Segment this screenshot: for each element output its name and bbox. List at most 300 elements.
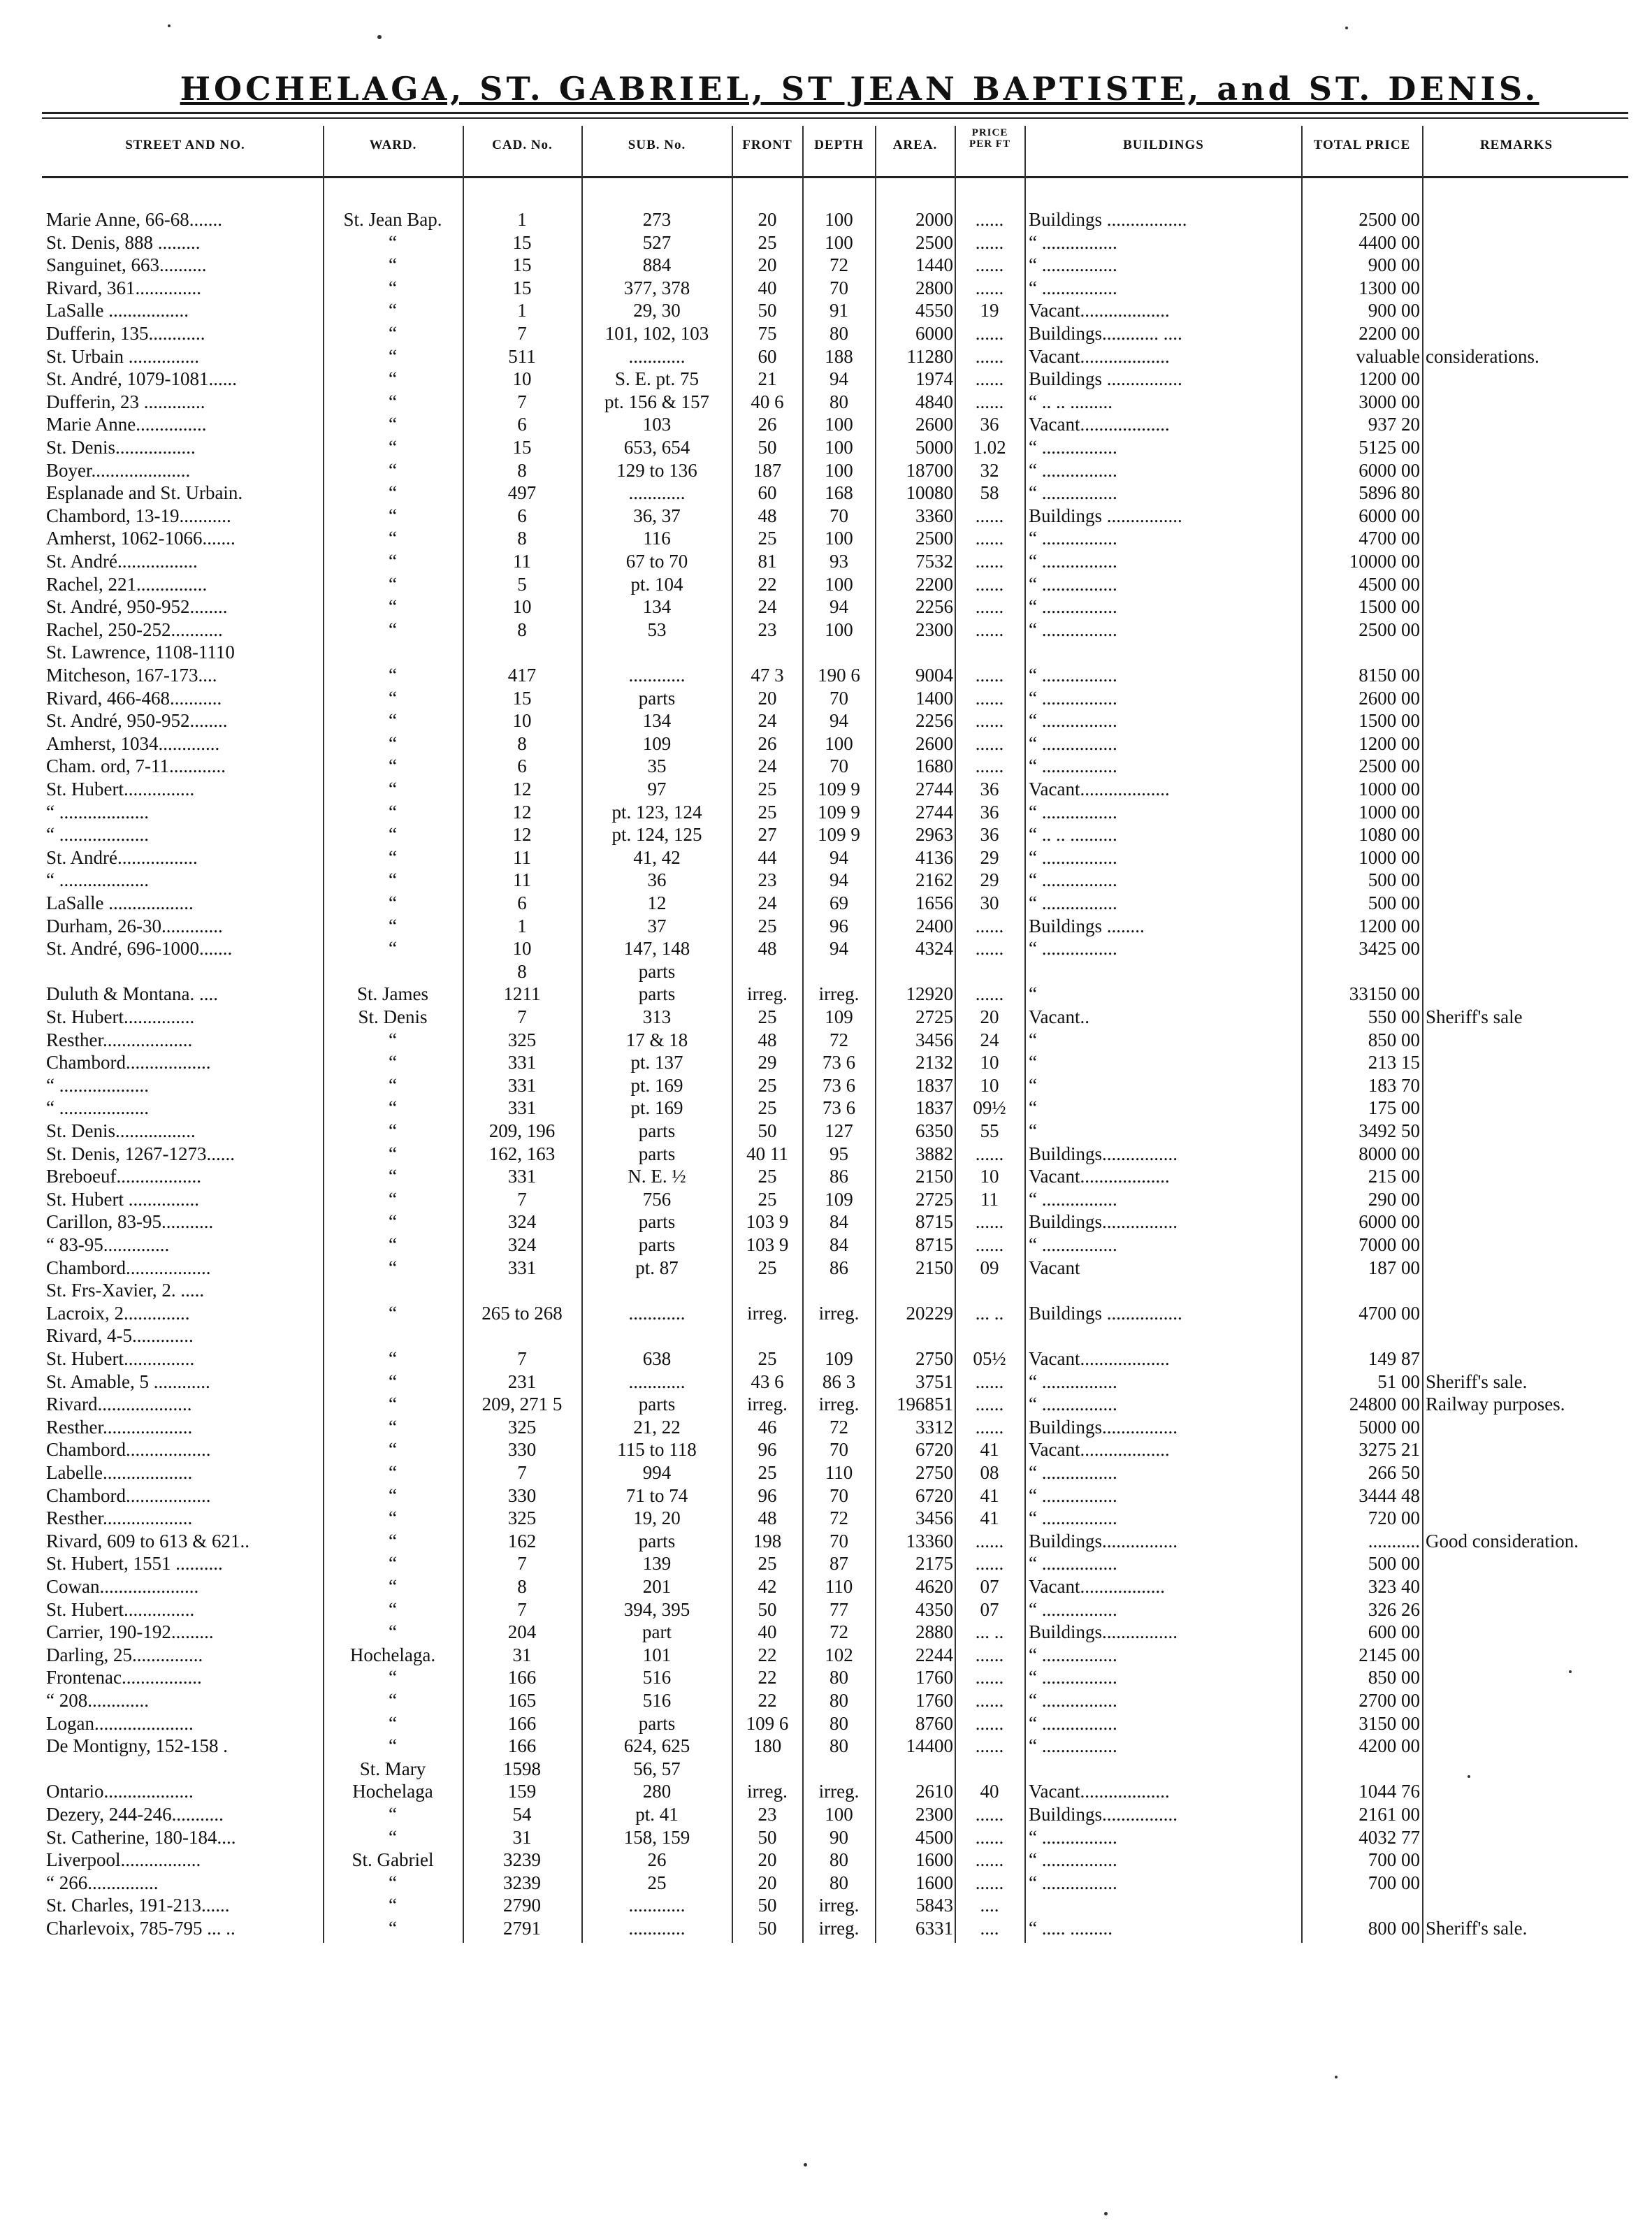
cell-ward: “ (389, 573, 397, 595)
cell-ward: “ (389, 1257, 397, 1278)
cell-depth: 70 (829, 505, 848, 526)
cell-price: ...... (975, 1553, 1004, 1575)
header-buildings: BUILDINGS (1123, 138, 1204, 152)
cell-front: 40 6 (751, 391, 784, 412)
cell-area: 20229 (906, 1302, 953, 1324)
cell-front: 27 (758, 824, 777, 846)
cell-bldg: “ ................ (1029, 1370, 1117, 1392)
cell-front: 25 (758, 1006, 777, 1027)
header-depth: DEPTH (814, 138, 864, 152)
cell-total: 550 00 (1368, 1006, 1420, 1027)
cell-depth: 94 (829, 869, 848, 891)
cell-remarks: Good consideration. (1426, 1530, 1579, 1552)
cell-price: ...... (975, 1530, 1004, 1552)
cell-price: ...... (975, 1849, 1004, 1871)
cell-depth: 80 (829, 1849, 848, 1871)
header-remarks: REMARKS (1479, 138, 1553, 152)
cell-depth: 86 (829, 1166, 848, 1187)
cell-depth: 70 (829, 1530, 848, 1552)
cell-ward: “ (389, 892, 397, 913)
cell-price: ...... (975, 619, 1004, 640)
cell-sub: pt. 124, 125 (611, 824, 702, 846)
cell-total: 6000 00 (1358, 505, 1420, 526)
cell-price: ...... (975, 687, 1004, 709)
cell-total: 51 00 (1377, 1370, 1420, 1392)
cell-cad: 417 (507, 665, 537, 686)
cell-front: 42 (758, 1576, 777, 1597)
cell-price: .... (980, 1918, 999, 1939)
cell-street: St. Frs-Xavier, 2. ..... (46, 1280, 205, 1301)
cell-area: 2600 (915, 414, 953, 435)
cell-sub: 116 (643, 528, 671, 549)
scan-speck (804, 2163, 807, 2167)
cell-street: Chambord, 13-19........... (46, 505, 231, 526)
cell-street: Rivard, 4-5............. (46, 1325, 194, 1347)
cell-depth: 87 (829, 1553, 848, 1575)
cell-depth: 109 9 (818, 779, 860, 800)
cell-sub: 158, 159 (623, 1826, 690, 1848)
cell-front: 81 (758, 551, 777, 572)
cell-total: 3150 00 (1358, 1712, 1420, 1734)
cell-ward: “ (389, 846, 397, 868)
cell-bldg: “ (1029, 1052, 1037, 1073)
cell-depth: 80 (829, 1712, 848, 1734)
cell-bldg: Vacant.. (1029, 1006, 1089, 1027)
cell-bldg: Buildings............ .... (1029, 323, 1182, 344)
cell-cad: 7 (517, 1348, 527, 1369)
cell-price: 30 (980, 892, 999, 913)
cell-street: St. Hubert............... (46, 779, 195, 800)
cell-sub: pt. 137 (630, 1052, 683, 1073)
cell-depth: 91 (829, 300, 848, 321)
cell-depth: 188 (825, 345, 853, 367)
cell-area: 6331 (915, 1918, 953, 1939)
cell-street: St. Lawrence, 1108-1110 (46, 642, 235, 663)
cell-street: Carrier, 190-192......... (46, 1621, 214, 1643)
cell-ward: “ (389, 1188, 397, 1210)
cell-street: Logan..................... (46, 1712, 194, 1734)
cell-area: 2750 (915, 1462, 953, 1483)
cell-sub: 101, 102, 103 (604, 323, 709, 344)
cell-depth: 109 9 (818, 824, 860, 846)
cell-bldg: Buildings................ (1029, 1621, 1178, 1643)
cell-total: 1200 00 (1358, 368, 1420, 390)
cell-front: 60 (758, 482, 777, 504)
cell-total: 4032 77 (1358, 1826, 1420, 1848)
cell-depth: 102 (825, 1644, 853, 1665)
cell-ward: “ (389, 323, 397, 344)
cell-sub: part (642, 1621, 672, 1643)
cell-price: 24 (980, 1029, 999, 1050)
cell-cad: 10 (512, 368, 532, 390)
cell-area: 1760 (915, 1667, 953, 1688)
cell-street: Amherst, 1062-1066....... (46, 528, 236, 549)
cell-total: 1500 00 (1358, 710, 1420, 732)
cell-sub: pt. 123, 124 (611, 801, 702, 823)
cell-cad: 162, 163 (488, 1143, 556, 1164)
cell-area: 1837 (915, 1097, 953, 1119)
cell-depth: 70 (829, 277, 848, 298)
cell-ward: Hochelaga (352, 1781, 433, 1802)
cell-cad: 7 (517, 1006, 527, 1027)
cell-area: 4350 (915, 1598, 953, 1620)
cell-ward: St. Gabriel (352, 1849, 434, 1871)
cell-total: 2200 00 (1358, 323, 1420, 344)
cell-depth: 100 (825, 209, 853, 230)
page-title: HOCHELAGA, ST. GABRIEL, ST JEAN BAPTISTE, and ST. DENIS. (180, 70, 1539, 108)
cell-remarks: Sheriff's sale. (1426, 1918, 1528, 1939)
cell-street: St. André................. (46, 551, 198, 572)
cell-depth: 94 (829, 710, 848, 732)
cell-area: 1600 (915, 1872, 953, 1893)
cell-total: 6000 00 (1358, 1211, 1420, 1233)
cell-area: 1440 (915, 254, 953, 276)
cell-price: ...... (975, 915, 1004, 936)
cell-total: 3000 00 (1358, 391, 1420, 412)
cell-depth: 127 (825, 1120, 853, 1141)
cell-area: 6000 (915, 323, 953, 344)
cell-price: 32 (980, 459, 999, 481)
cell-price: ...... (975, 1234, 1004, 1255)
cell-ward: “ (389, 915, 397, 936)
header-sub: SUB. No. (628, 138, 686, 152)
cell-total: 4700 00 (1358, 528, 1420, 549)
cell-remarks: considerations. (1426, 345, 1539, 367)
cell-bldg: “ ................ (1029, 1735, 1117, 1757)
cell-depth: 73 6 (822, 1097, 856, 1119)
cell-depth: 100 (825, 1804, 853, 1825)
cell-ward: “ (389, 1439, 397, 1461)
cell-total: valuable (1356, 345, 1420, 367)
cell-street: Lacroix, 2.............. (46, 1302, 190, 1324)
cell-cad: 31 (512, 1826, 532, 1848)
cell-area: 14400 (906, 1735, 953, 1757)
cell-area: 1837 (915, 1074, 953, 1096)
cell-street: De Montigny, 152-158 . (46, 1735, 228, 1757)
cell-front: 24 (758, 596, 777, 618)
title-rule (42, 112, 1628, 114)
cell-ward: “ (389, 1370, 397, 1392)
cell-sub: 638 (642, 1348, 672, 1369)
cell-ward: “ (389, 665, 397, 686)
cell-street: St. Charles, 191-213...... (46, 1895, 230, 1916)
cell-depth: 72 (829, 1416, 848, 1438)
cell-ward: “ (389, 1029, 397, 1050)
cell-street: “ ................... (46, 869, 149, 891)
cell-street: St. Urbain ............... (46, 345, 199, 367)
cell-sub: parts (638, 960, 676, 982)
cell-street: St. Denis, 1267-1273...... (46, 1143, 235, 1164)
cell-bldg: “ ................ (1029, 892, 1117, 913)
cell-bldg: “ ................ (1029, 732, 1117, 754)
cell-area: 2744 (915, 801, 953, 823)
cell-front: 21 (758, 368, 777, 390)
cell-total: 500 00 (1368, 869, 1420, 891)
cell-sub: 129 to 136 (616, 459, 697, 481)
cell-area: 9004 (915, 665, 953, 686)
cell-area: 2300 (915, 619, 953, 640)
cell-sub: pt. 169 (630, 1097, 683, 1119)
cell-cad: 15 (512, 277, 532, 298)
cell-sub: 17 & 18 (625, 1029, 688, 1050)
cell-total: 24800 00 (1349, 1394, 1420, 1415)
cell-price: 09½ (973, 1097, 1006, 1119)
cell-bldg: “ (1029, 1120, 1037, 1141)
cell-depth: 70 (829, 687, 848, 709)
cell-total: 215 00 (1368, 1166, 1420, 1187)
cell-sub: 36, 37 (633, 505, 681, 526)
cell-front: 46 (758, 1416, 777, 1438)
cell-depth: 80 (829, 391, 848, 412)
cell-street: Boyer..................... (46, 459, 191, 481)
cell-price: ...... (975, 1735, 1004, 1757)
cell-total: 5896 80 (1358, 482, 1420, 504)
cell-bldg: “ ................ (1029, 437, 1117, 458)
cell-depth: 73 6 (822, 1052, 856, 1073)
cell-front: 103 9 (746, 1234, 789, 1255)
cell-front: 50 (758, 1826, 777, 1848)
cell-sub: 134 (642, 710, 672, 732)
header-total: TOTAL PRICE (1313, 138, 1411, 152)
cell-sub: ............ (628, 345, 686, 367)
cell-area: 2750 (915, 1348, 953, 1369)
cell-price: ...... (975, 938, 1004, 960)
cell-total: 183 70 (1368, 1074, 1420, 1096)
cell-cad: 11 (513, 869, 531, 891)
cell-price: 07 (980, 1598, 999, 1620)
cell-sub: 109 (642, 732, 672, 754)
cell-street: Esplanade and St. Urbain. (46, 482, 243, 504)
cell-total: 2500 00 (1358, 209, 1420, 230)
cell-street: St. Hubert............... (46, 1348, 195, 1369)
cell-ward: “ (389, 1804, 397, 1825)
cell-cad: 2791 (503, 1918, 541, 1939)
cell-total: 600 00 (1368, 1621, 1420, 1643)
cell-price: ...... (975, 755, 1004, 777)
cell-cad: 331 (507, 1074, 537, 1096)
cell-depth: 80 (829, 1872, 848, 1893)
cell-area: 2256 (915, 596, 953, 618)
cell-cad: 6 (517, 505, 527, 526)
cell-front: 180 (753, 1735, 782, 1757)
cell-total: 8000 00 (1358, 1143, 1420, 1164)
cell-bldg: Buildings ................ (1029, 368, 1182, 390)
cell-price: 10 (980, 1052, 999, 1073)
cell-price: 41 (980, 1507, 999, 1529)
cell-front: 23 (758, 869, 777, 891)
cell-price: 29 (980, 846, 999, 868)
cell-cad: 8 (517, 528, 527, 549)
cell-sub: parts (638, 1530, 676, 1552)
cell-ward: “ (389, 1120, 397, 1141)
cell-cad: 8 (517, 619, 527, 640)
cell-area: 1400 (915, 687, 953, 709)
header-price-bottom: PER FT (969, 138, 1010, 150)
cell-street: “ ................... (46, 824, 149, 846)
cell-street: St. André................. (46, 846, 198, 868)
cell-area: 2610 (915, 1781, 953, 1802)
cell-depth: 100 (825, 414, 853, 435)
cell-ward: St. Mary (359, 1758, 426, 1779)
cell-total: 1000 00 (1358, 846, 1420, 868)
cell-street: Chambord.................. (46, 1052, 211, 1073)
cell-cad: 6 (517, 892, 527, 913)
cell-ward: “ (389, 1074, 397, 1096)
cell-sub: 35 (647, 755, 667, 777)
cell-front: 109 6 (746, 1712, 789, 1734)
cell-front: 23 (758, 1804, 777, 1825)
cell-depth: 109 (825, 1188, 853, 1210)
cell-area: 5843 (915, 1895, 953, 1916)
cell-ward: “ (389, 1712, 397, 1734)
cell-total: 3425 00 (1358, 938, 1420, 960)
cell-front: 20 (758, 1872, 777, 1893)
cell-total: 266 50 (1368, 1462, 1420, 1483)
cell-cad: 331 (507, 1052, 537, 1073)
cell-street: Resther................... (46, 1416, 193, 1438)
cell-cad: 5 (517, 573, 527, 595)
cell-ward: “ (389, 596, 397, 618)
cell-cad: 231 (507, 1370, 537, 1392)
cell-sub: 516 (642, 1690, 672, 1711)
cell-price: 36 (980, 801, 999, 823)
cell-bldg: Vacant................... (1029, 1348, 1170, 1369)
cell-ward: “ (389, 1166, 397, 1187)
cell-price: 08 (980, 1462, 999, 1483)
cell-street: St. André, 950-952........ (46, 596, 228, 618)
cell-street: Resther................... (46, 1029, 193, 1050)
cell-price: 40 (980, 1781, 999, 1802)
cell-price: 36 (980, 824, 999, 846)
cell-total: 1080 00 (1358, 824, 1420, 846)
cell-depth: irreg. (818, 1302, 860, 1324)
cell-street: St. Denis, 888 ......... (46, 231, 201, 253)
cell-area: 2744 (915, 779, 953, 800)
cell-street: St. Hubert, 1551 .......... (46, 1553, 223, 1575)
cell-bldg: “ ................ (1029, 482, 1117, 504)
cell-street: Rachel, 221............... (46, 573, 208, 595)
cell-price: ...... (975, 1667, 1004, 1688)
cell-total: 1500 00 (1358, 596, 1420, 618)
cell-sub: 25 (647, 1872, 667, 1893)
cell-price: ...... (975, 391, 1004, 412)
cell-cad: 209, 196 (488, 1120, 556, 1141)
cell-area: 5000 (915, 437, 953, 458)
cell-sub: 147, 148 (623, 938, 690, 960)
cell-cad: 166 (507, 1712, 537, 1734)
cell-depth: 100 (825, 573, 853, 595)
cell-ward: “ (389, 300, 397, 321)
cell-bldg: “ ................ (1029, 1484, 1117, 1506)
cell-price: 11 (980, 1188, 999, 1210)
cell-bldg: Vacant................... (1029, 1439, 1170, 1461)
cell-total: 500 00 (1368, 1553, 1420, 1575)
scan-speck (1104, 2212, 1108, 2215)
cell-front: 25 (758, 1553, 777, 1575)
cell-bldg: Vacant................... (1029, 1166, 1170, 1187)
cell-sub: 139 (642, 1553, 672, 1575)
cell-bldg: Buildings ................ (1029, 1302, 1182, 1324)
cell-bldg: “ .. .. .......... (1029, 824, 1117, 846)
cell-street: St. Hubert ............... (46, 1188, 199, 1210)
cell-sub: 273 (642, 209, 672, 230)
cell-price: 55 (980, 1120, 999, 1141)
cell-street: “ ................... (46, 1074, 149, 1096)
cell-total: 2500 00 (1358, 755, 1420, 777)
cell-street: Ontario................... (46, 1781, 194, 1802)
cell-front: 25 (758, 1166, 777, 1187)
cell-front: 75 (758, 323, 777, 344)
cell-ward: St. James (356, 983, 428, 1005)
cell-street: Charlevoix, 785-795 ... .. (46, 1918, 236, 1939)
cell-area: 8715 (915, 1211, 953, 1233)
cell-price: 41 (980, 1484, 999, 1506)
cell-sub: 624, 625 (623, 1735, 690, 1757)
scan-speck (377, 35, 382, 39)
cell-bldg: “ (1029, 1029, 1037, 1050)
cell-street: “ 208............. (46, 1690, 149, 1711)
cell-price: 19 (980, 300, 999, 321)
cell-sub: ............ (628, 482, 686, 504)
cell-total: 2700 00 (1358, 1690, 1420, 1711)
cell-depth: irreg. (818, 1895, 860, 1916)
header-price-top: PRICE (971, 127, 1008, 138)
cell-ward: “ (389, 1234, 397, 1255)
cell-total: 2600 00 (1358, 687, 1420, 709)
cell-area: 2963 (915, 824, 953, 846)
cell-front: 50 (758, 300, 777, 321)
cell-front: 50 (758, 1120, 777, 1141)
cell-cad: 331 (507, 1097, 537, 1119)
cell-sub: 103 (642, 414, 672, 435)
cell-price: ...... (975, 573, 1004, 595)
cell-street: Darling, 25............... (46, 1644, 203, 1665)
cell-cad: 162 (507, 1530, 537, 1552)
cell-sub: 37 (647, 915, 667, 936)
cell-ward: “ (389, 1530, 397, 1552)
cell-sub: parts (638, 1120, 676, 1141)
cell-price: ...... (975, 596, 1004, 618)
cell-area: 2725 (915, 1188, 953, 1210)
cell-ward: “ (389, 869, 397, 891)
cell-bldg: “ ................ (1029, 1462, 1117, 1483)
cell-price: .... (980, 1895, 999, 1916)
cell-street: Dufferin, 23 ............. (46, 391, 205, 412)
cell-front: 24 (758, 710, 777, 732)
cell-front: 43 6 (751, 1370, 784, 1392)
cell-price: 41 (980, 1439, 999, 1461)
header-area: AREA. (892, 138, 938, 152)
cell-bldg: “ ................ (1029, 231, 1117, 253)
cell-bldg: Vacant................... (1029, 414, 1170, 435)
cell-area: 2500 (915, 528, 953, 549)
cell-cad: 54 (512, 1804, 532, 1825)
cell-depth: 100 (825, 437, 853, 458)
cell-front: 25 (758, 1188, 777, 1210)
cell-street: Cowan..................... (46, 1576, 199, 1597)
cell-depth: 109 (825, 1006, 853, 1027)
cell-depth: 100 (825, 231, 853, 253)
cell-sub: N. E. ½ (628, 1166, 686, 1187)
cell-depth: 86 (829, 1257, 848, 1278)
cell-front: 96 (758, 1484, 777, 1506)
cell-total: 1044 76 (1358, 1781, 1420, 1802)
cell-area: 2132 (915, 1052, 953, 1073)
cell-total: 323 40 (1368, 1576, 1420, 1597)
cell-bldg: “ ................ (1029, 254, 1117, 276)
cell-street: Cham. ord, 7-11............ (46, 755, 226, 777)
cell-sub: S. E. pt. 75 (614, 368, 699, 390)
